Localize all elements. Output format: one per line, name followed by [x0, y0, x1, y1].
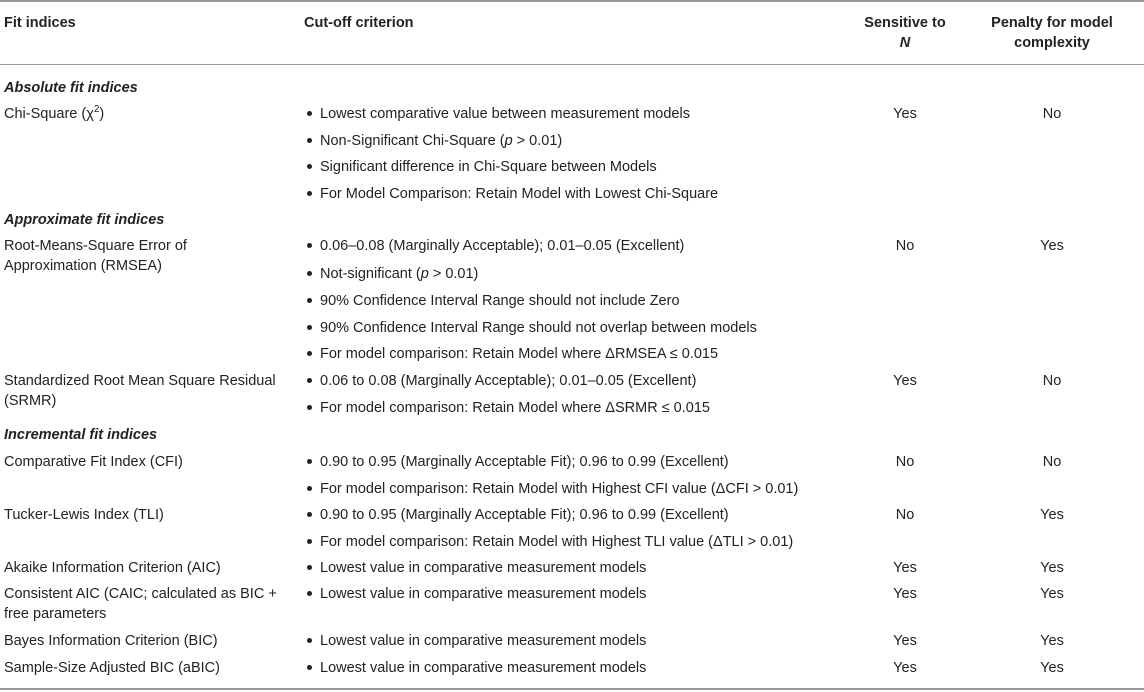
bullet-dot	[307, 638, 312, 643]
chisq-name-suffix: )	[99, 106, 105, 122]
chisq-sensitive: Yes	[893, 106, 917, 122]
abic-sensitive: Yes	[893, 660, 917, 676]
srmr-name-line2: (SRMR)	[4, 393, 57, 409]
row-chisq-name	[4, 104, 294, 124]
caic-sensitive: Yes	[893, 586, 917, 602]
row-cfi-name: Comparative Fit Index (CFI)	[4, 454, 183, 470]
row-rmsea-name	[4, 236, 294, 276]
tli-penalty: Yes	[1040, 507, 1064, 523]
bullet-dot	[307, 512, 312, 517]
aic-sensitive: Yes	[893, 560, 917, 576]
caic-penalty: Yes	[1040, 586, 1064, 602]
srmr-sensitive: Yes	[893, 373, 917, 389]
bullet-dot	[307, 565, 312, 570]
chisq-criterion-2: Non-Significant Chi-Square (p > 0.01)	[320, 133, 563, 149]
bullet-dot	[307, 164, 312, 169]
caic-name-line2: free parameters	[4, 606, 107, 622]
abic-criterion-1: Lowest value in comparative measurement models	[320, 660, 647, 676]
bullet-dot	[307, 591, 312, 596]
tli-sensitive: No	[895, 507, 915, 523]
bullet-dot	[307, 138, 312, 143]
bullet-dot	[307, 665, 312, 670]
bullet-dot	[307, 405, 312, 410]
bic-criterion-1: Lowest value in comparative measurement models	[320, 633, 647, 649]
bullet-dot	[307, 243, 312, 248]
table-top-rule	[0, 0, 1144, 2]
bullet-dot	[307, 325, 312, 330]
chisq-name-sup: 2	[93, 104, 100, 116]
srmr-penalty: No	[1042, 373, 1062, 389]
bullet-dot	[307, 459, 312, 464]
section-incremental: Incremental fit indices	[4, 427, 158, 443]
rmsea-criterion-3: 90% Confidence Interval Range should not include Zero	[320, 293, 680, 309]
rmsea-criterion-5: For model comparison: Retain Model where ΔRMSEA ≤ 0.015	[320, 346, 719, 362]
bic-sensitive: Yes	[893, 633, 917, 649]
aic-criterion-1: Lowest value in comparative measurement models	[320, 560, 647, 576]
bullet-dot	[307, 486, 312, 491]
aic-penalty: Yes	[1040, 560, 1064, 576]
bullet-dot	[307, 191, 312, 196]
rmsea-criterion-2: Not-significant (p > 0.01)	[320, 266, 479, 282]
bullet-dot	[307, 271, 312, 276]
bullet-dot	[307, 298, 312, 303]
srmr-name-line1: Standardized Root Mean Square Residual	[4, 373, 276, 389]
section-approximate: Approximate fit indices	[4, 212, 165, 228]
bic-penalty: Yes	[1040, 633, 1064, 649]
bullet-dot	[307, 539, 312, 544]
cfi-sensitive: No	[895, 454, 915, 470]
bullet-dot	[307, 351, 312, 356]
rmsea-criterion-4: 90% Confidence Interval Range should not overlap between models	[320, 320, 757, 336]
rmsea-criterion-1: 0.06–0.08 (Marginally Acceptable); 0.01–0.05 (Excellent)	[320, 238, 685, 254]
chisq-penalty: No	[1042, 106, 1062, 122]
header-cutoff: Cut-off criterion	[304, 15, 414, 31]
row-abic-name: Sample-Size Adjusted BIC (aBIC)	[4, 660, 220, 676]
chisq-criterion-1: Lowest comparative value between measurement models	[320, 106, 690, 122]
header-sensitive-line2: N	[899, 35, 911, 51]
bullet-dot	[307, 378, 312, 383]
rmsea-name-line1: Root-Means-Square Error of	[4, 238, 187, 254]
rmsea-sensitive: No	[895, 238, 915, 254]
table-bottom-rule	[0, 688, 1144, 690]
row-bic-name: Bayes Information Criterion (BIC)	[4, 633, 218, 649]
header-sensitive	[846, 13, 964, 53]
tli-criterion-1: 0.90 to 0.95 (Marginally Acceptable Fit); 0.96 to 0.99 (Excellent)	[320, 507, 729, 523]
cfi-penalty: No	[1042, 454, 1062, 470]
chisq-name-prefix: Chi-Square (χ	[4, 106, 94, 122]
row-srmr-name	[4, 371, 294, 411]
header-penalty	[974, 13, 1130, 53]
chisq-criterion-4: For Model Comparison: Retain Model with Lowest Chi-Square	[320, 186, 719, 202]
srmr-criterion-1: 0.06 to 0.08 (Marginally Acceptable); 0.01–0.05 (Excellent)	[320, 373, 697, 389]
row-aic-name: Akaike Information Criterion (AIC)	[4, 560, 221, 576]
cfi-criterion-2: For model comparison: Retain Model with Highest CFI value (ΔCFI > 0.01)	[320, 481, 799, 497]
chisq-criterion-3: Significant difference in Chi-Square between Models	[320, 159, 657, 175]
rmsea-penalty: Yes	[1040, 238, 1064, 254]
header-rule	[0, 64, 1144, 65]
header-penalty-line2: complexity	[1014, 35, 1090, 51]
tli-criterion-2: For model comparison: Retain Model with Highest TLI value (ΔTLI > 0.01)	[320, 534, 794, 550]
caic-name-line1: Consistent AIC (CAIC; calculated as BIC +	[4, 586, 277, 602]
bullet-dot	[307, 111, 312, 116]
abic-penalty: Yes	[1040, 660, 1064, 676]
section-absolute: Absolute fit indices	[4, 80, 138, 96]
row-caic-name	[4, 584, 294, 624]
cfi-criterion-1: 0.90 to 0.95 (Marginally Acceptable Fit); 0.96 to 0.99 (Excellent)	[320, 454, 729, 470]
srmr-criterion-2: For model comparison: Retain Model where ΔSRMR ≤ 0.015	[320, 400, 710, 416]
header-penalty-line1: Penalty for model	[991, 15, 1113, 31]
row-tli-name: Tucker-Lewis Index (TLI)	[4, 507, 164, 523]
rmsea-name-line2: Approximation (RMSEA)	[4, 258, 162, 274]
caic-criterion-1: Lowest value in comparative measurement models	[320, 586, 647, 602]
header-sensitive-line1: Sensitive to	[864, 15, 946, 31]
header-fit-indices: Fit indices	[4, 15, 76, 31]
